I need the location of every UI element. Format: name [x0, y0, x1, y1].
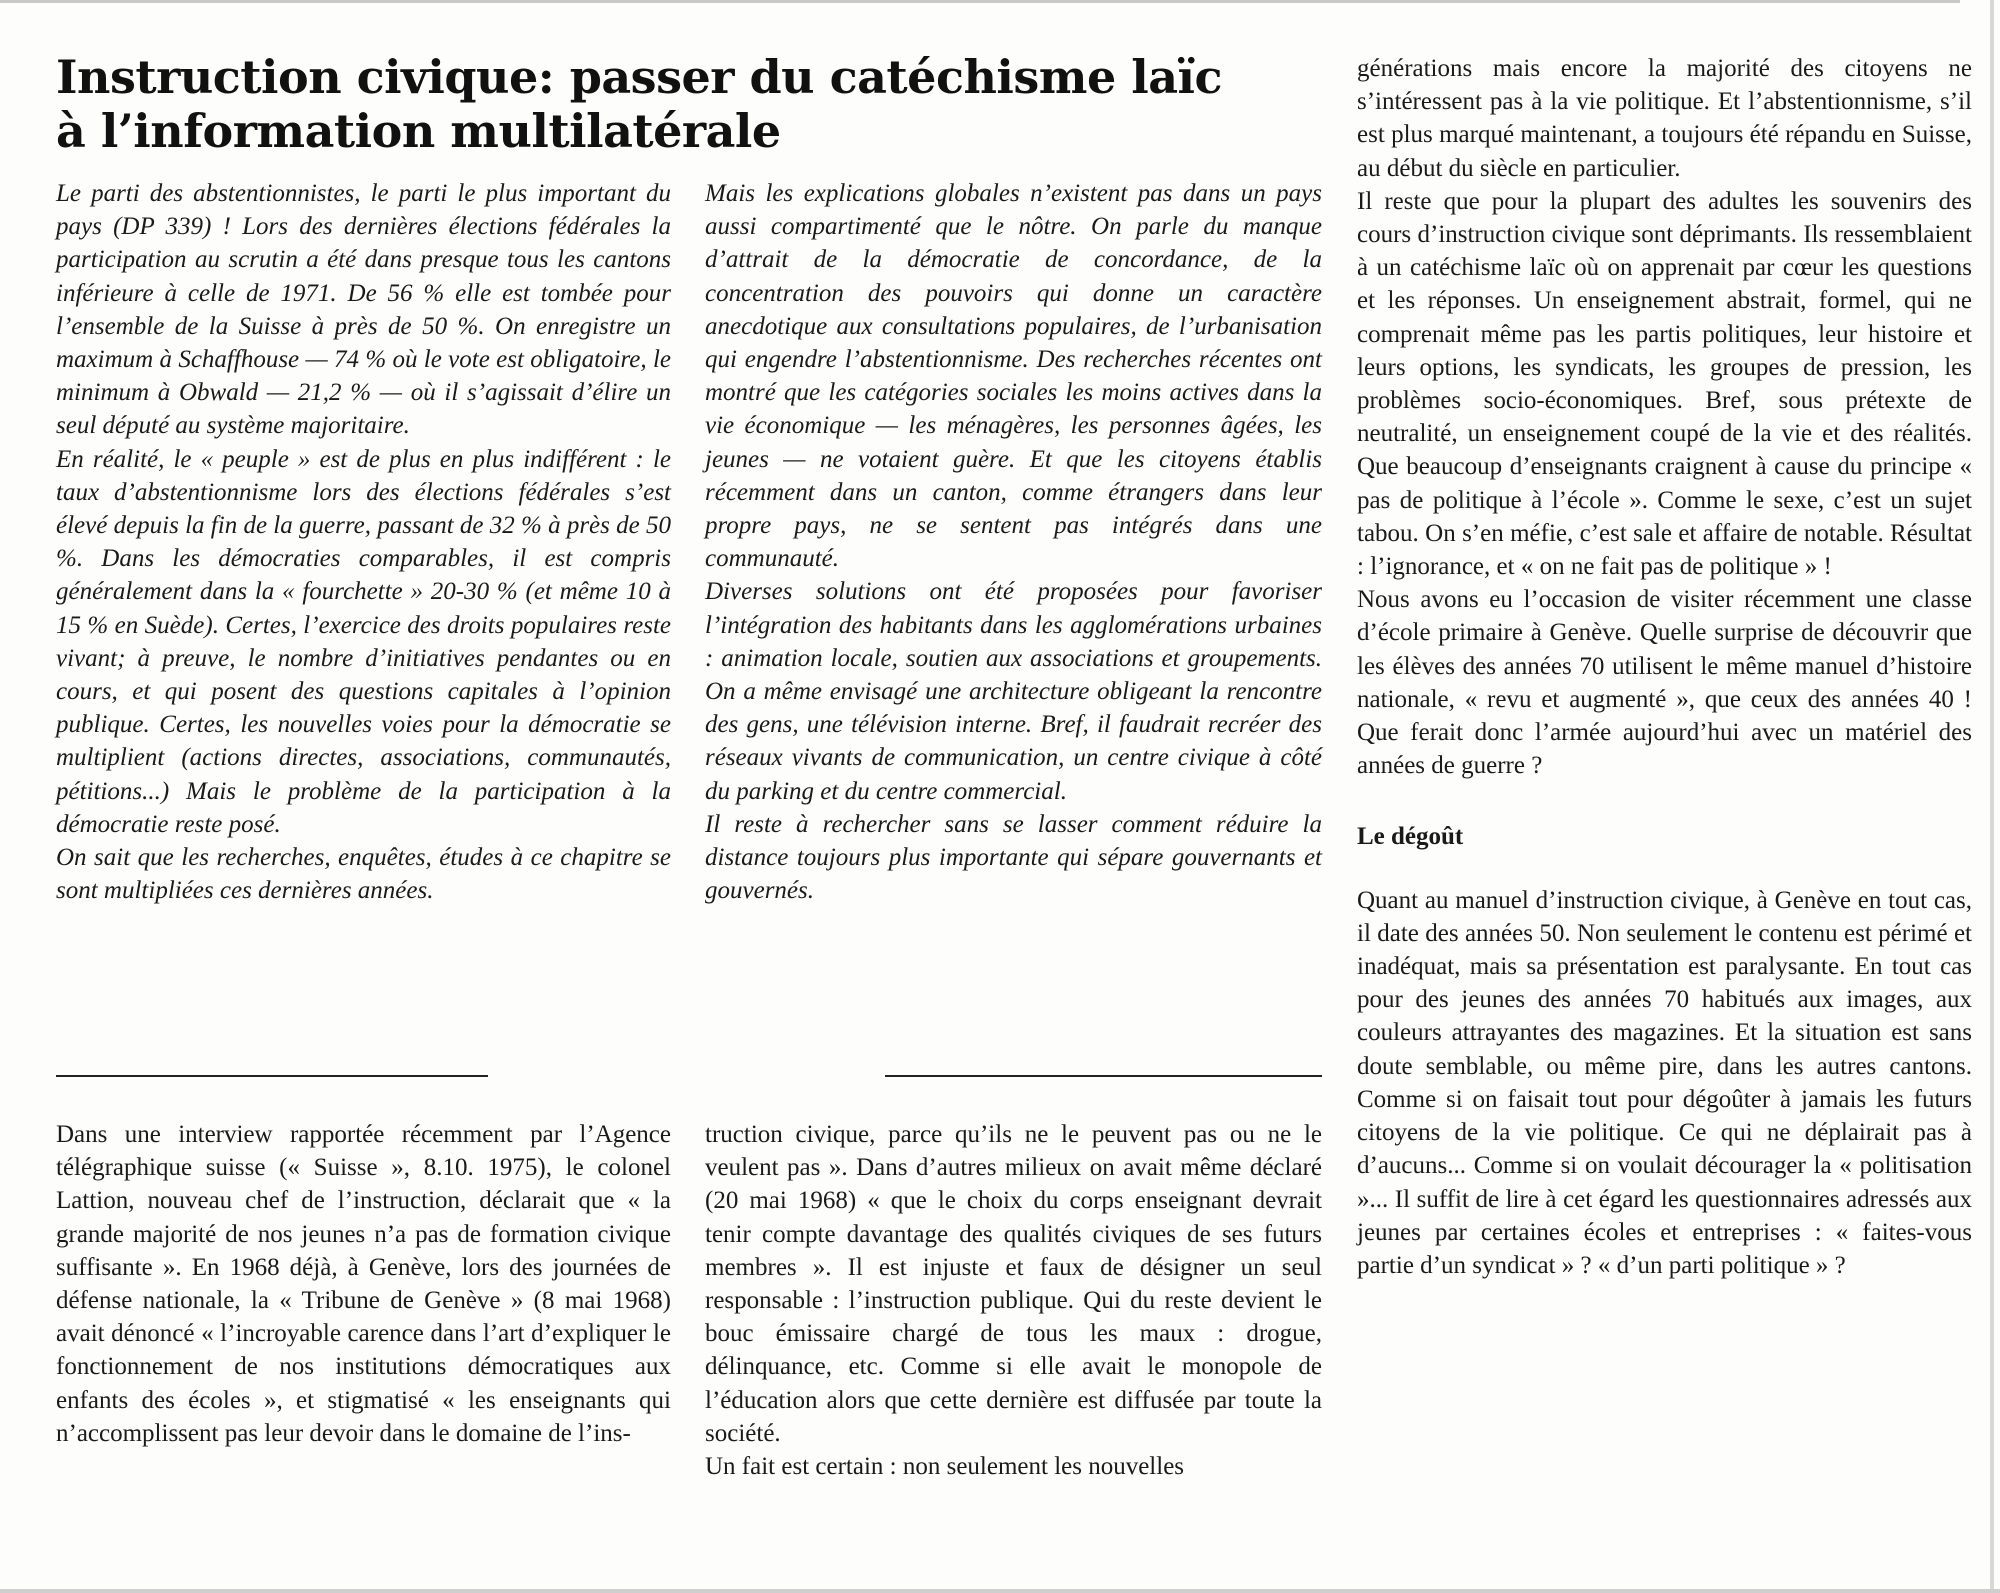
body-paragraph: Quant au manuel d’instruction civique, à Genève en tout cas, il date des années 50. Non seulement le contenu est périmé et inadéquat, mais sa présentation est paralysante. En tout cas pour des jeunes des années 70 habitués aux images, aux couleurs attrayantes des magazines. Et la situation est sans doute semblable, ou même pire, dans les autres cantons. Comme si on faisait tout pour dégoûter à jamais les futurs citoyens de la vie politique. Ce qui ne déplairait pas à d’aucuns... Comme si on voulait décourager la « politisation »... Il suffit de lire à cet égard les questionnaires adressés aux jeunes par certaines écoles et entreprises : « faites-vous partie d’un syndicat » ? « d’un parti politique » ? — [1357, 886, 1972, 1279]
section-divider-left — [56, 1075, 488, 1077]
section-subheading: Le dégoût — [1357, 823, 1464, 851]
page-edge-top — [0, 0, 1960, 3]
body-paragraph: truction civique, parce qu’ils ne le peuvent pas ou ne le veulent pas ». Dans d’autres milieux on avait même déclaré (20 mai 1968) « que le choix du corps enseignant devrait tenir compte davantage des qualités civiques de ses futurs membres ». Il est injuste et faux de désigner un seul responsable : l’instruction publique. Qui du reste devient le bouc émissaire chargé de tous les maux : drogue, délinquance, etc. Comme si elle avait le monopole de l’éducation alors que cette dernière est diffusée par toute la société. — [705, 1121, 1322, 1447]
body-paragraph: Nous avons eu l’occasion de visiter récemment une classe d’école primaire à Genève. Quelle surprise de découvrir que les élèves des années 70 utilisent le même manuel d’histoire nationale, « revu et augmenté », que ceux des années 40 ! Que ferait donc l’armée aujourd’hui avec un matériel des années de guerre ? — [1357, 586, 1972, 780]
body-paragraph: Il reste que pour la plupart des adultes les souvenirs des cours d’instruction civique sont déprimants. Ils ressemblaient à un catéchisme laïc où on apprenait par cœur les questions et les réponses. Un enseignement abstrait, formel, qui ne comprenait même pas les partis politiques, leur histoire et leurs options, les syndicats, les groupes de pression, les problèmes socio-économiques. Bref, sous prétexte de neutralité, un enseignement coupé de la vie et des réalités. Que beaucoup d’enseignants craignent à cause du principe « pas de politique à l’école ». Comme le sexe, c’est un sujet tabou. On s’en méfie, c’est sale et affaire de notable. Résultat : l’ignorance, et « on ne fait pas de politique » ! — [1357, 187, 1972, 581]
body-paragraph: générations mais encore la majorité des citoyens ne s’intéressent pas à la vie politique. Et l’abstentionnisme, s’il est plus marqué maintenant, a toujours été répandu en Suisse, au début du siècle en particulier. — [1357, 55, 1972, 182]
article-title-line-1: Instruction civique: passer du catéchisme laïc — [56, 50, 1222, 104]
intro-column-2 — [705, 177, 1322, 907]
body-paragraph: Un fait est certain : non seulement les nouvelles — [705, 1453, 1185, 1481]
intro-paragraph: En réalité, le « peuple » est de plus en plus indifférent : le taux d’abstentionnisme lors des élections fédérales s’est élevé depuis la fin de la guerre, passant de 32 % à près de 50 %. Dans les démocraties comparables, il est compris généralement dans la « fourchette » 20-30 % (et même 10 à 15 % en Suède). Certes, l’exercice des droits populaires reste vivant; à preuve, le nombre d’initiatives pendantes ou en cours, et qui posent des questions capitales à l’opinion publique. Certes, les nouvelles voies pour la démocratie se multiplient (actions directes, associations, communautés, pétitions...) Mais le problème de la participation à la démocratie reste posé. — [56, 445, 671, 838]
intro-paragraph: On sait que les recherches, enquêtes, études à ce chapitre se sont multipliées ces dernières années. — [56, 844, 671, 905]
body-column-3 — [1357, 52, 1972, 1282]
intro-column-1 — [56, 177, 671, 907]
section-divider-right — [885, 1075, 1322, 1077]
article-title-line-2: à l’information multilatérale — [56, 104, 781, 158]
article-title — [56, 50, 1356, 158]
body-column-2 — [705, 1118, 1322, 1483]
body-column-1 — [56, 1118, 671, 1450]
body-paragraph: Dans une interview rapportée récemment par l’Agence télégraphique suisse (« Suisse », 8.10. 1975), le colonel Lattion, nouveau chef de l’instruction, déclarait que « la grande majorité de nos jeunes n’a pas de formation civique suffisante ». En 1968 déjà, à Genève, lors des journées de défense nationale, la « Tribune de Genève » (8 mai 1968) avait dénoncé « l’incroyable carence dans l’art d’expliquer le fonctionnement de nos institutions démocratiques aux enfants des écoles », et stigmatisé « les enseignants qui n’accomplissent pas leur devoir dans le domaine de l’ins- — [56, 1121, 671, 1447]
intro-paragraph: Le parti des abstentionnistes, le parti le plus important du pays (DP 339) ! Lors des dernières élections fédérales la participation au scrutin a été dans presque tous les cantons inférieure à celle de 1971. De 56 % elle est tombée pour l’ensemble de la Suisse à près de 50 %. On enregistre un maximum à Schaffhouse — 74 % où le vote est obligatoire, le minimum à Obwald — 21,2 % — où il s’agissait d’élire un seul député au système majoritaire. — [56, 180, 671, 440]
intro-paragraph: Mais les explications globales n’existent pas dans un pays aussi compartimenté que le nôtre. On parle du manque d’attrait de la démocratie de concordance, de la concentration des pouvoirs qui donne un caractère anecdotique aux consultations populaires, de l’urbanisation qui engendre l’abstentionnisme. Des recherches récentes ont montré que les catégories sociales les moins actives dans la vie économique — les ménagères, les personnes âgées, les jeunes — ne votaient guère. Et que les citoyens établis récemment dans un canton, comme étrangers dans leur propre pays, ne se sentent pas intégrés dans une communauté. — [705, 180, 1322, 573]
intro-paragraph: Il reste à rechercher sans se lasser comment réduire la distance toujours plus importante qui sépare gouvernants et gouvernés. — [705, 810, 1322, 905]
page-edge-right — [1990, 0, 1994, 1593]
page-edge-bottom — [0, 1589, 2000, 1593]
intro-paragraph: Diverses solutions ont été proposées pour favoriser l’intégration des habitants dans les agglomérations urbaines : animation locale, soutien aux associations et groupements. On a même envisagé une architecture obligeant la rencontre des gens, une télévision interne. Bref, il faudrait recréer des réseaux vivants de communication, un centre civique à côté du parking et du centre commercial. — [705, 578, 1322, 805]
